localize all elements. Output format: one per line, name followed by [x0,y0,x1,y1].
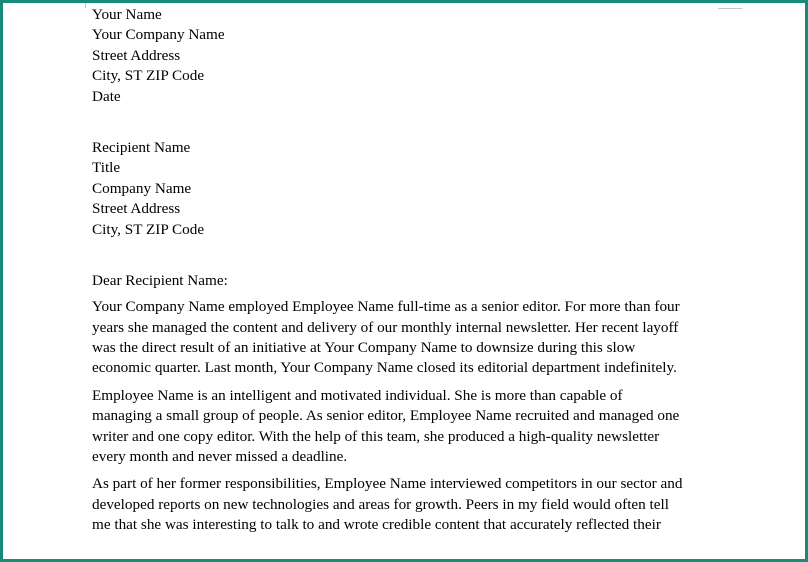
sender-street: Street Address [92,46,181,64]
recipient-title: Title [92,159,121,177]
salutation: Dear Recipient Name: [92,271,228,289]
paragraph-line: Your Company Name employed Employee Name full-time as a senior editor. For more than four [92,298,680,316]
recipient-company: Company Name [92,179,192,197]
body-paragraph-3 [92,474,732,535]
recipient-city: City, ST ZIP Code [92,220,205,238]
body-paragraph-1 [92,297,732,379]
paragraph-line: years she managed the content and delivery of our monthly internal newsletter. Her recent layoff [92,318,679,336]
paragraph-line: every month and never missed a deadline. [92,448,348,466]
recipient-address-block [92,138,732,240]
sender-name: Your Name [92,6,162,23]
paragraph-line: As part of her former responsibilities, Employee Name interviewed competitors in our sector and [92,475,683,493]
sender-company: Your Company Name [92,26,225,44]
crop-mark-top-left [85,3,86,8]
paragraph-line: writer and one copy editor. With the help of this team, she produced a high-quality newsletter [92,427,660,445]
body-paragraph-2 [92,386,732,468]
recipient-street: Street Address [92,200,181,218]
paragraph-line: developed reports on new technologies and areas for growth. Peers in my field would often tell [92,495,669,513]
paragraph-line: managing a small group of people. As senior editor, Employee Name recruited and managed one [92,407,680,425]
sender-city: City, ST ZIP Code [92,67,205,85]
sender-address-block [92,5,732,107]
paragraph-line: Employee Name is an intelligent and motivated individual. She is more than capable of [92,386,623,404]
recipient-name: Recipient Name [92,138,191,156]
paragraph-line: was the direct result of an initiative at Your Company Name to downsize during this slow [92,339,636,357]
paragraph-line: economic quarter. Last month, Your Company Name closed its editorial department indefinitely. [92,359,677,377]
sender-date: Date [92,87,121,105]
letter-page [92,5,732,536]
paragraph-line: me that she was interesting to talk to and wrote credible content that accurately reflected their [92,516,661,534]
